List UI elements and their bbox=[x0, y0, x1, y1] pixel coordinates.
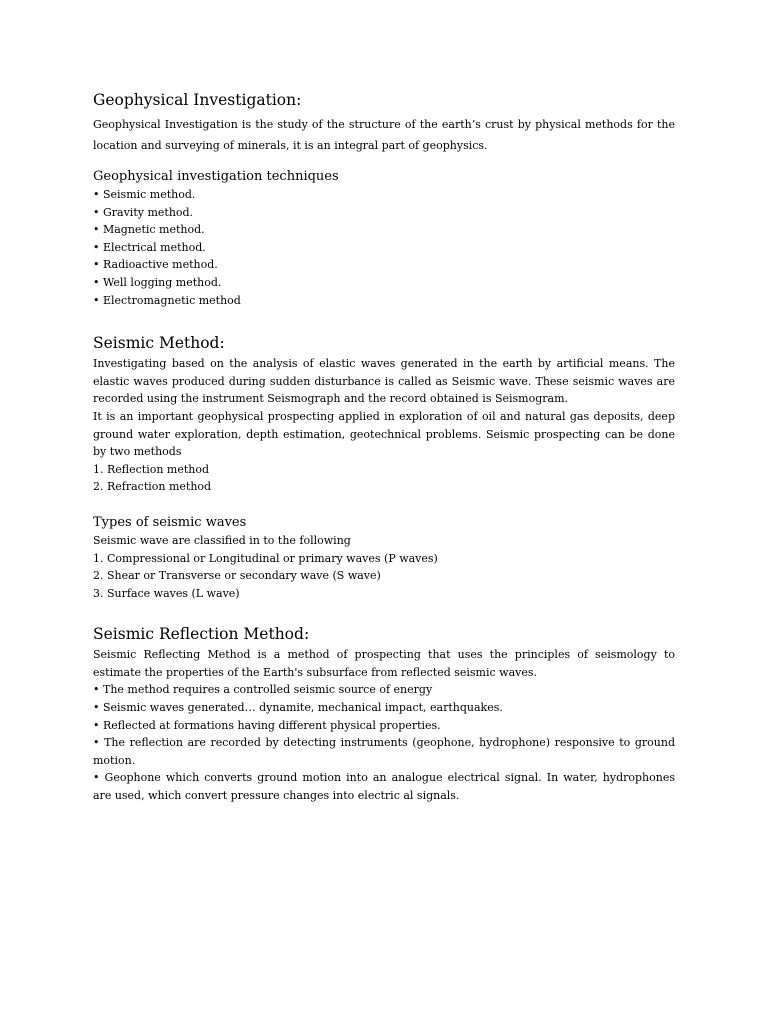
list-item: • Electrical method. bbox=[93, 240, 206, 254]
list-item: 3. Surface waves (L wave) bbox=[93, 586, 240, 600]
reflection-bullets bbox=[93, 681, 675, 804]
document-page bbox=[93, 88, 675, 805]
list-item: • Magnetic method. bbox=[93, 223, 205, 237]
paragraph-seismic-1: Investigating based on the analysis of elastic waves generated in the earth by artificial means. The elastic waves produced during sudden disturbance is called as Seismic wave. These seismic waves are recorded using the instrument Seismograph and the record obtained is Seismogram. bbox=[93, 357, 675, 406]
paragraph-intro: Geophysical Investigation is the study of the structure of the earth’s crust by physical methods for the location and surveying of minerals, it is an integral part of geophysics. bbox=[93, 118, 675, 152]
paragraph-reflection-1: Seismic Reflecting Method is a method of prospecting that uses the principles of seismology to estimate the properties of the Earth's subsurface from reflected seismic waves. bbox=[93, 648, 675, 679]
list-item: 1. Reflection method bbox=[93, 462, 210, 476]
section-seismic-reflection bbox=[93, 622, 675, 804]
paragraph-seismic-2: It is an important geophysical prospecting applied in exploration of oil and natural gas deposits, deep ground water exploration, depth estimation, geotechnical problems. Seismic prospecting can be done by two methods bbox=[93, 409, 675, 459]
list-item: • Reflected at formations having different physical properties. bbox=[93, 718, 441, 732]
list-item: • Radioactive method. bbox=[93, 258, 218, 272]
heading-seismic-method: Seismic Method: bbox=[93, 334, 225, 353]
list-item: • Geophone which converts ground motion into an analogue electrical signal. In water, hydrophones are used, which convert pressure changes into electric al signals. bbox=[93, 771, 675, 803]
list-item: • The reflection are recorded by detecting instruments (geophone, hydrophone) responsive to ground motion. bbox=[93, 736, 675, 767]
list-item: • Seismic waves generated… dynamite, mechanical impact, earthquakes. bbox=[93, 701, 503, 715]
list-item: • Seismic method. bbox=[93, 188, 196, 201]
list-item: • Electromagnetic method bbox=[93, 293, 241, 307]
list-item: • The method requires a controlled seismic source of energy bbox=[93, 683, 433, 697]
heading-geophysical-investigation: Geophysical Investigation: bbox=[93, 91, 302, 109]
subheading-techniques: Geophysical investigation techniques bbox=[93, 169, 339, 184]
techniques-list bbox=[93, 186, 675, 309]
subheading-types-of-waves: Types of seismic waves bbox=[93, 514, 247, 530]
wave-types-list bbox=[93, 550, 675, 603]
list-item: • Gravity method. bbox=[93, 205, 194, 219]
list-item: 2. Refraction method bbox=[93, 480, 212, 494]
section-types-of-waves bbox=[93, 514, 675, 602]
section-geophysical-investigation bbox=[93, 88, 675, 309]
list-item: • Well logging method. bbox=[93, 275, 222, 289]
list-item: 1. Compressional or Longitudinal or primary waves (P waves) bbox=[93, 551, 438, 565]
paragraph-types-intro: Seismic wave are classified in to the following bbox=[93, 533, 351, 547]
methods-list bbox=[93, 461, 675, 496]
list-item: 2. Shear or Transverse or secondary wave (S wave) bbox=[93, 569, 381, 583]
section-seismic-method bbox=[93, 331, 675, 496]
heading-seismic-reflection: Seismic Reflection Method: bbox=[93, 625, 310, 644]
